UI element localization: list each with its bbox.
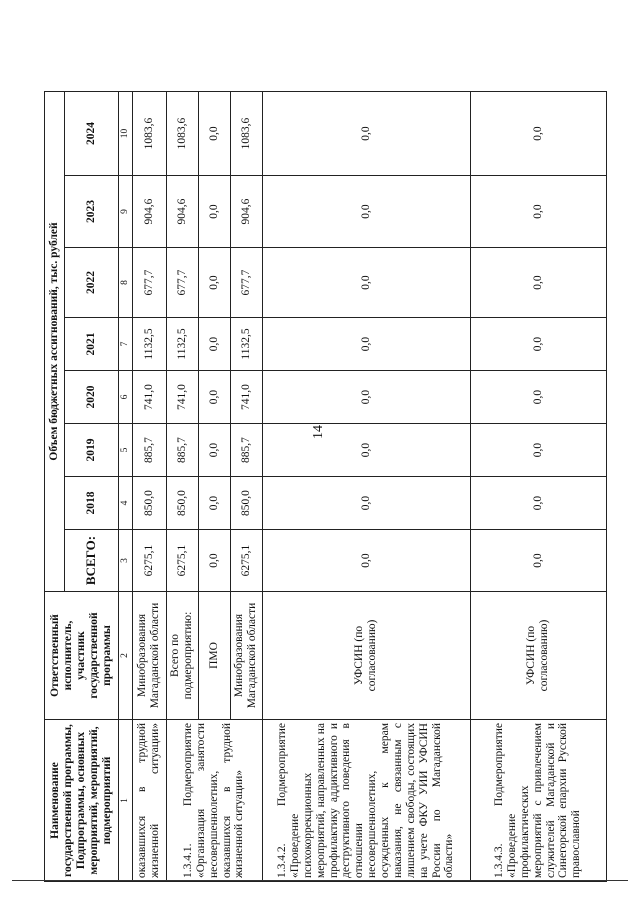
cell-value: 1132,5 [132, 318, 166, 371]
cell-value: 0,0 [198, 176, 230, 248]
row-executor: УФСИН (по согласованию) [262, 592, 470, 720]
col-number: 1 [119, 720, 133, 882]
table-row [132, 92, 166, 882]
cell-value: 0,0 [262, 530, 470, 592]
cell-value: 741,0 [230, 371, 262, 424]
header-year: 2023 [65, 176, 119, 248]
cell-value: 904,6 [166, 176, 198, 248]
header-year: 2020 [65, 371, 119, 424]
rotated-table-wrapper [44, 92, 604, 882]
table-row [166, 92, 198, 882]
header-year: 2018 [65, 477, 119, 530]
cell-value: 741,0 [166, 371, 198, 424]
cell-value: 0,0 [262, 477, 470, 530]
cell-value: 0,0 [470, 424, 606, 477]
col-number: 4 [119, 477, 133, 530]
cell-value: 0,0 [198, 92, 230, 176]
row-name: 1.3.4.3. Подмероприятие «Проведение профилактических мероприятий с привлечением служителей Магаданской и Синегорской епархии Русской православной [470, 720, 606, 882]
cell-value: 850,0 [230, 477, 262, 530]
cell-value: 1083,6 [166, 92, 198, 176]
cell-value: 0,0 [198, 318, 230, 371]
cell-value: 6275,1 [132, 530, 166, 592]
cell-value: 1083,6 [132, 92, 166, 176]
cell-value: 6275,1 [230, 530, 262, 592]
row-executor: УФСИН (по согласованию) [470, 592, 606, 720]
cell-value: 0,0 [470, 477, 606, 530]
cell-value: 904,6 [230, 176, 262, 248]
cell-value: 0,0 [470, 318, 606, 371]
cell-value: 885,7 [166, 424, 198, 477]
cell-value: 0,0 [198, 530, 230, 592]
header-executor-col: Ответственный исполнитель, участник государственной программы [45, 592, 119, 720]
col-number: 6 [119, 371, 133, 424]
cell-value: 0,0 [470, 248, 606, 318]
cell-value: 0,0 [262, 318, 470, 371]
cell-value: 0,0 [262, 176, 470, 248]
row-executor: Минобразования Магаданской области [132, 592, 166, 720]
col-number: 10 [119, 92, 133, 176]
col-number: 9 [119, 176, 133, 248]
col-number: 8 [119, 248, 133, 318]
cell-value: 0,0 [262, 92, 470, 176]
cell-value: 0,0 [470, 530, 606, 592]
cell-value: 904,6 [132, 176, 166, 248]
cell-value: 0,0 [198, 371, 230, 424]
row-name: 1.3.4.1. Подмероприятие «Организация занятости несовершеннолетних, оказавшихся в трудной жизненной ситуации» [166, 720, 262, 882]
cell-value: 0,0 [198, 477, 230, 530]
budget-table [44, 91, 607, 882]
row-name: оказавшихся в трудной жизненной ситуации» [132, 720, 166, 882]
row-executor: Минобразования Магаданской области [230, 592, 262, 720]
header-year: 2022 [65, 248, 119, 318]
header-year: 2021 [65, 318, 119, 371]
cell-value: 6275,1 [166, 530, 198, 592]
col-number: 2 [119, 592, 133, 720]
header-year: 2019 [65, 424, 119, 477]
cell-value: 0,0 [470, 92, 606, 176]
cell-value: 0,0 [198, 424, 230, 477]
cell-value: 0,0 [262, 424, 470, 477]
cell-value: 0,0 [470, 371, 606, 424]
col-number: 7 [119, 318, 133, 371]
page-number: 14 [311, 425, 326, 439]
header-total: ВСЕГО: [65, 530, 119, 592]
cell-value: 0,0 [262, 248, 470, 318]
cell-value: 850,0 [166, 477, 198, 530]
col-number: 3 [119, 530, 133, 592]
table-row [262, 92, 470, 882]
row-executor: Всего по подмероприятию: [166, 592, 198, 720]
row-name: 1.3.4.2. Подмероприятие «Проведение психокоррекционных мероприятий, направленных на профилактику аддиктивного и деструктивного поведения в отношении несовершеннолетних, осужденных к мерам наказания, не связанным с лишением свободы, состоящих на учете ФКУ УИИ УФСИН России по Магаданской области» [262, 720, 470, 882]
cell-value: 677,7 [166, 248, 198, 318]
cell-value: 850,0 [132, 477, 166, 530]
cell-value: 0,0 [198, 248, 230, 318]
cell-value: 677,7 [230, 248, 262, 318]
header-year: 2024 [65, 92, 119, 176]
cell-value: 885,7 [230, 424, 262, 477]
cell-value: 0,0 [470, 176, 606, 248]
cell-value: 1083,6 [230, 92, 262, 176]
header-name-col: Наименование государственной программы, Подпрограммы, основных мероприятий, мероприятий, подмероприятий [45, 720, 119, 882]
cell-value: 677,7 [132, 248, 166, 318]
cell-value: 1132,5 [230, 318, 262, 371]
col-number: 5 [119, 424, 133, 477]
bottom-divider [12, 880, 628, 881]
cell-value: 741,0 [132, 371, 166, 424]
cell-value: 0,0 [262, 371, 470, 424]
row-executor: ПМО [198, 592, 230, 720]
cell-value: 885,7 [132, 424, 166, 477]
header-budget-group: Объем бюджетных ассигнований, тыс. рублей [45, 92, 65, 592]
cell-value: 1132,5 [166, 318, 198, 371]
table-row [470, 92, 606, 882]
